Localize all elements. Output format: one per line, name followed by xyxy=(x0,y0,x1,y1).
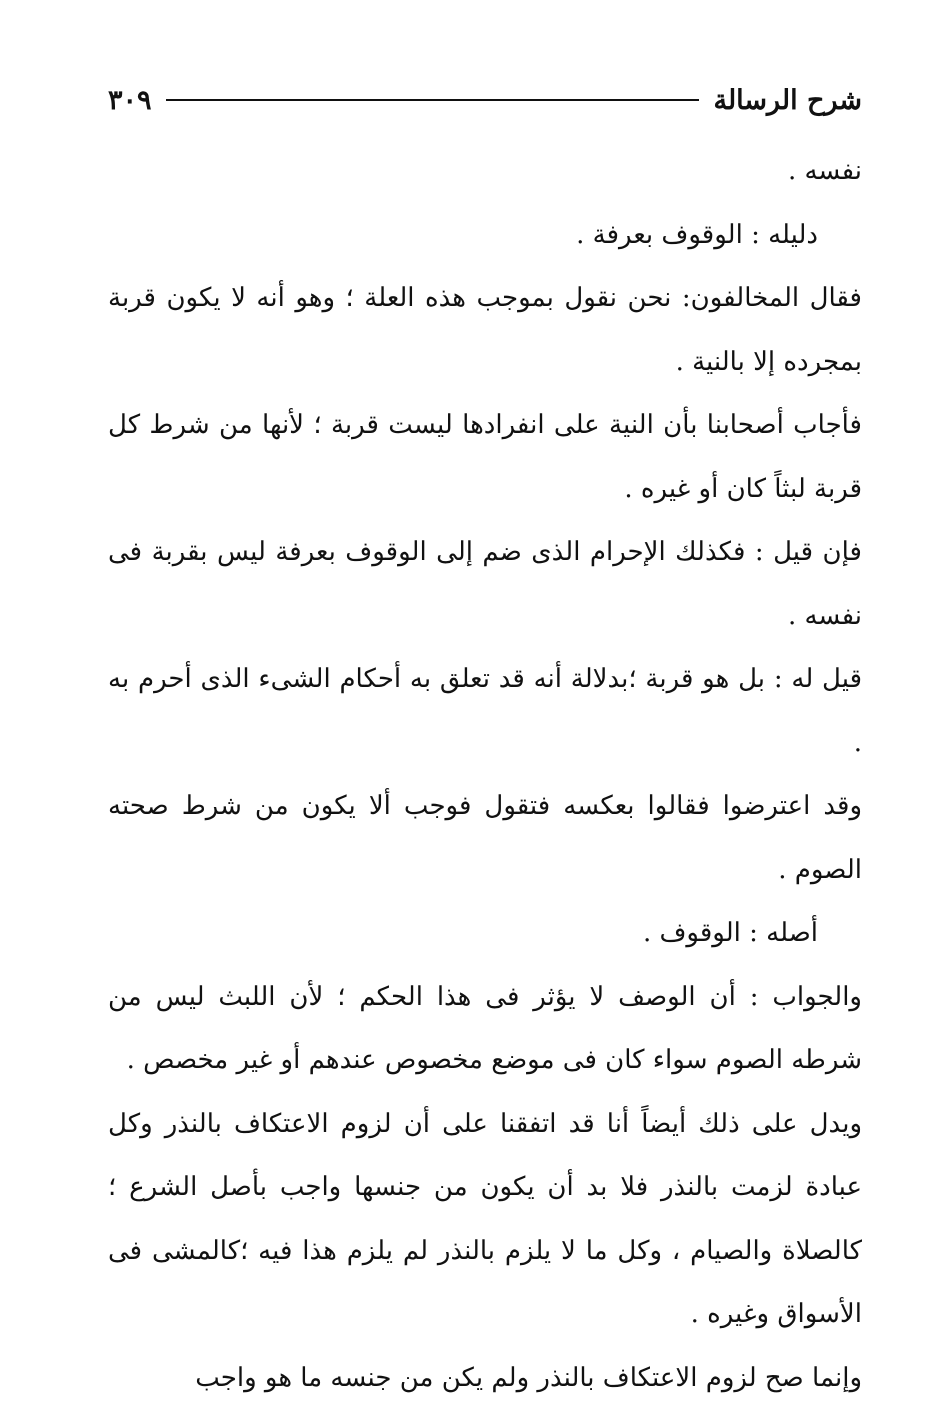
paragraph: نفسه . xyxy=(108,140,862,204)
header-rule xyxy=(166,99,700,101)
page-body xyxy=(108,140,862,1410)
page-number: ٣٠٩ xyxy=(108,85,152,116)
paragraph: ويدل على ذلك أيضاً أنا قد اتفقنا على أن لزوم الاعتكاف بالنذر وكل عبادة لزمت بالنذر فلا بد أن يكون من جنسها واجب بأصل الشرع ؛ كالصلاة والصيام ، وكل ما لا يلزم بالنذر لم يلزم هذا فيه ؛كالمشى فى الأسواق وغيره . xyxy=(108,1093,862,1347)
paragraph: وقد اعترضوا فقالوا بعكسه فتقول فوجب ألا يكون من شرط صحته الصوم . xyxy=(108,775,862,902)
running-header xyxy=(108,78,862,122)
paragraph: فقال المخالفون: نحن نقول بموجب هذه العلة ؛ وهو أنه لا يكون قربة بمجرده إلا بالنية . xyxy=(108,267,862,394)
paragraph: فإن قيل : فكذلك الإحرام الذى ضم إلى الوقوف بعرفة ليس بقربة فى نفسه . xyxy=(108,521,862,648)
paragraph: فأجاب أصحابنا بأن النية على انفرادها ليست قربة ؛ لأنها من شرط كل قربة لبثاً كان أو غيره . xyxy=(108,394,862,521)
running-title: شرح الرسالة xyxy=(713,85,862,116)
paragraph: والجواب : أن الوصف لا يؤثر فى هذا الحكم ؛ لأن اللبث ليس من شرطه الصوم سواء كان فى موضع مخصوص عندهم أو غير مخصص . xyxy=(108,966,862,1093)
paragraph: أصله : الوقوف . xyxy=(108,902,862,966)
paragraph: دليله : الوقوف بعرفة . xyxy=(108,204,862,268)
paragraph: قيل له : بل هو قربة ؛بدلالة أنه قد تعلق به أحكام الشىء الذى أحرم به . xyxy=(108,648,862,775)
paragraph: وإنما صح لزوم الاعتكاف بالنذر ولم يكن من جنسه ما هو واجب xyxy=(108,1347,862,1410)
